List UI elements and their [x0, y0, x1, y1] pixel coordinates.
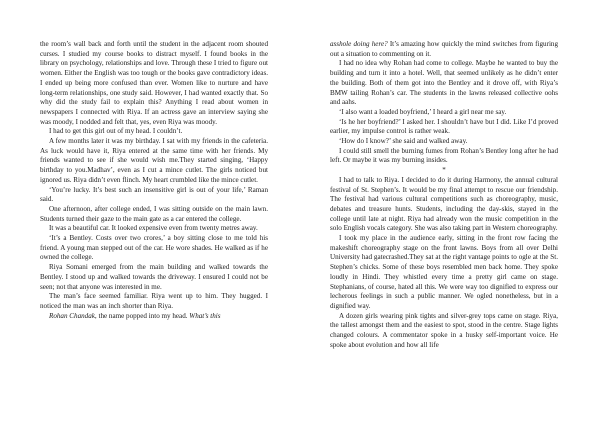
paragraph: I could still smell the burning fumes from Rohan’s Bentley long after he had left. Or maybe it was my burning insides. [330, 146, 558, 165]
paragraph [330, 40, 558, 59]
paragraph: I had no idea why Rohan had come to college. Maybe he wanted to buy the building and turn it into a hotel. Well, that seemed unlikely as he didn’t enter the building. Both of them got into the Bentley and it drove off, with Riya’s BMW tailing Rohan’s car. The students in the lawns released collective oohs and aahs. [330, 59, 558, 107]
italic-thought: asshole doing here? [330, 40, 388, 48]
paragraph: ‘It’s a Bentley. Costs over two crores,’ a boy sitting close to me told his friend. A young man stepped out of the car. He wore shades. He walked as if he owned the college. [40, 234, 268, 262]
paragraph-text: , the name popped into my head. [94, 311, 190, 320]
paragraph-text: It’s amazing how quickly the mind switches from figuring out a situation to commenting on it. [330, 40, 559, 58]
paragraph: ‘How do I know?’ she said and walked away. [339, 137, 468, 146]
paragraph: Riya Somani emerged from the main building and walked towards the Bentley. I stood up and walked towards the driveway. I ensured I could not be seen; not that anyone was interested in me. [40, 263, 268, 291]
paragraph: It was a beautiful car. It looked expensive even from twenty metres away. [49, 224, 258, 233]
right-page [330, 40, 558, 351]
left-page [40, 40, 268, 321]
paragraph: ‘You’re lucky. It’s best such an insensitive girl is out of your life,’ Raman said. [40, 185, 268, 204]
paragraph: I had to talk to Riya. I decided to do it during Harmony, the annual cultural festival of St. Stephen’s. It would be my final attempt to rescue our friendship. The festival had various cultural competitions such as choreography, music, debates and treasure hunts. Students, including the day-skis, stayed in the college until late at night. Riya had already won the music competition in the solo English vocals category. She was also taking part in Western choreography. [330, 175, 558, 233]
paragraph: I had to get this girl out of my head. I couldn’t. [49, 127, 183, 136]
paragraph: A dozen girls wearing pink tights and silver-grey tops came on stage. Riya, the tallest amongst them and the easiest to spot, stood in the centre. Stage lights changed colours. A commentator spoke in a husky self-important voice. He spoke about evolution and how all life [330, 311, 558, 349]
paragraph: ‘Is he her boyfriend?’ I asked her. I shouldn’t have but I did. Like I’d proved earlier, my impulse control is rather weak. [330, 117, 558, 136]
italic-thought: What’s this [189, 311, 221, 320]
section-separator: * [442, 166, 446, 175]
paragraph: One afternoon, after college ended, I was sitting outside on the main lawn. Students turned their gaze to the main gate as a car entered the college. [40, 204, 268, 223]
paragraph [40, 312, 268, 322]
italic-name: Rohan Chandak [49, 311, 95, 320]
paragraph: A few months later it was my birthday. I sat with my friends in the cafeteria. As luck would have it, Riya entered at the same time with her friends. My friends wanted to see if she would wish me.They started singing, ‘Happy birthday to you.Madhav’, even as I cut a mince cutlet. The girls noticed but ignored us. Riya didn’t even flinch. My heart crumbled like the mince cutlet. [40, 137, 268, 184]
paragraph: the room’s wall back and forth until the student in the adjacent room shouted curses. I studied my course books to distract myself. I found books in the library on psychology, relationships and love. Through these I tried to figure out women. Either the English was too tough or the books gave contradictory ideas. I ended up being more confused than ever. Women like to nurture and have long-term relationships, one study said. However, I had wanted exactly that. So why did the study fail to explain this? Anything I read about women in newspapers I connected with Riya. If an actress gave an interview saying she was moody, I nodded and felt that, yes, even Riya was moody. [40, 40, 268, 126]
paragraph: ‘I also want a loaded boyfriend,’ I heard a girl near me say. [339, 107, 507, 116]
paragraph: The man’s face seemed familiar. Riya went up to him. They hugged. I noticed the man was an inch shorter than Riya. [40, 292, 268, 310]
paragraph: I took my place in the audience early, sitting in the front row facing the makeshift choreography stage on the front lawns. Boys from all over Delhi University had gatecrashed.They sat at the right vantage points to ogle at the St. Stephen’s chicks. Some of these boys resembled men back home. They spoke loudly in Hindi. They whistled every time a pretty girl came on stage. Stephanians, of course, hated all this. We were way too dignified to express our lecherous feelings in such a public manner. We ogled nonetheless, but in a dignified way. [330, 234, 558, 310]
